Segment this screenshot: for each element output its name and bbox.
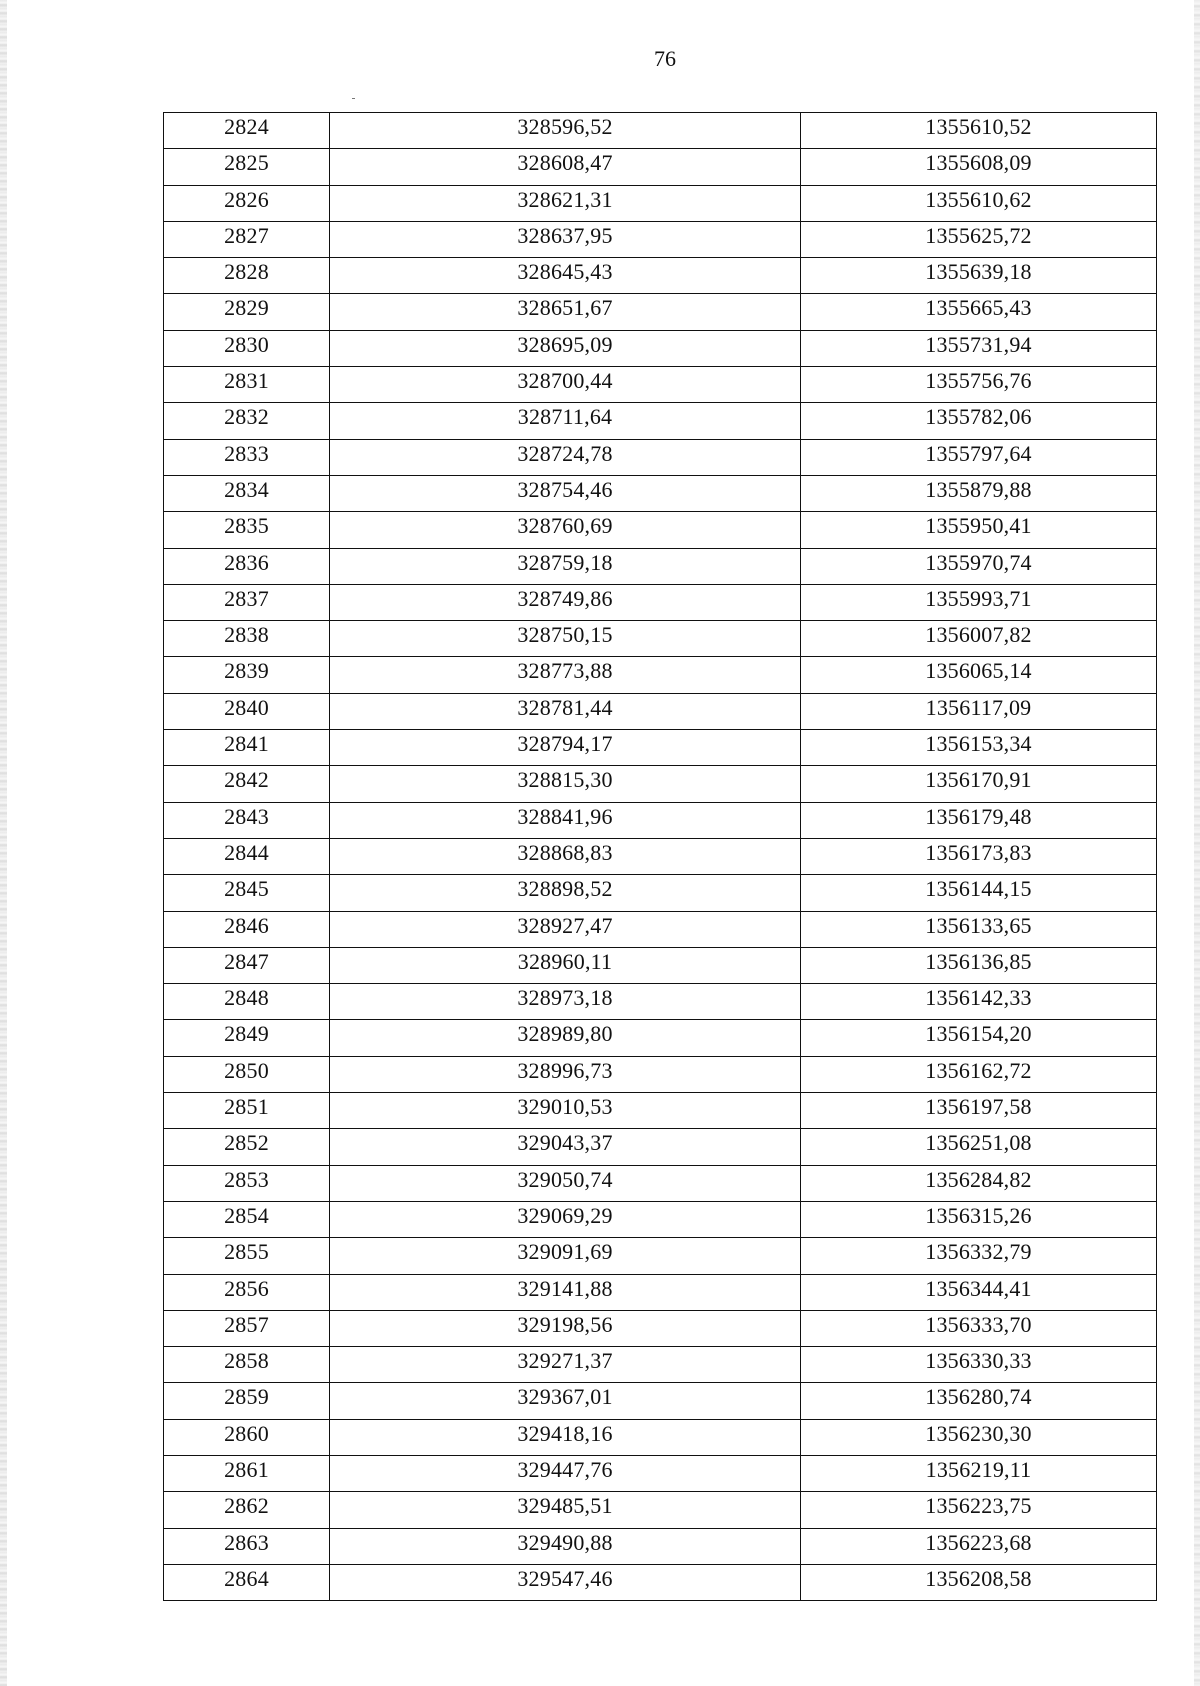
y-coordinate-cell: 1355610,62 [801,185,1157,221]
point-number-cell: 2853 [164,1165,330,1201]
y-coordinate-cell: 1355782,06 [801,403,1157,439]
x-coordinate-cell: 328760,69 [330,512,801,548]
table-row [164,1274,1157,1310]
table-row [164,802,1157,838]
table-row [164,657,1157,693]
point-number-cell: 2835 [164,512,330,548]
table-row [164,947,1157,983]
scan-mark [352,98,355,99]
x-coordinate-cell: 328651,67 [330,294,801,330]
x-coordinate-cell: 328711,64 [330,403,801,439]
scan-edge-left [0,0,7,1686]
x-coordinate-cell: 328637,95 [330,221,801,257]
y-coordinate-cell: 1356315,26 [801,1201,1157,1237]
point-number-cell: 2833 [164,439,330,475]
x-coordinate-cell: 328927,47 [330,911,801,947]
point-number-cell: 2857 [164,1310,330,1346]
table-row [164,258,1157,294]
point-number-cell: 2845 [164,875,330,911]
point-number-cell: 2829 [164,294,330,330]
point-number-cell: 2855 [164,1238,330,1274]
y-coordinate-cell: 1355665,43 [801,294,1157,330]
x-coordinate-cell: 328645,43 [330,258,801,294]
table-row [164,984,1157,1020]
y-coordinate-cell: 1355950,41 [801,512,1157,548]
y-coordinate-cell: 1356007,82 [801,621,1157,657]
y-coordinate-cell: 1356153,34 [801,730,1157,766]
table-row [164,294,1157,330]
point-number-cell: 2844 [164,838,330,874]
table-row [164,838,1157,874]
table-row [164,1528,1157,1564]
y-coordinate-cell: 1356219,11 [801,1455,1157,1491]
table-row [164,1165,1157,1201]
y-coordinate-cell: 1356230,30 [801,1419,1157,1455]
point-number-cell: 2861 [164,1455,330,1491]
point-number-cell: 2831 [164,367,330,403]
y-coordinate-cell: 1356208,58 [801,1564,1157,1600]
x-coordinate-cell: 328868,83 [330,838,801,874]
table-row [164,1201,1157,1237]
table-row [164,1020,1157,1056]
x-coordinate-cell: 328621,31 [330,185,801,221]
point-number-cell: 2827 [164,221,330,257]
y-coordinate-cell: 1356133,65 [801,911,1157,947]
table-row [164,730,1157,766]
y-coordinate-cell: 1355608,09 [801,149,1157,185]
point-number-cell: 2826 [164,185,330,221]
y-coordinate-cell: 1356330,33 [801,1347,1157,1383]
point-number-cell: 2824 [164,113,330,149]
point-number-cell: 2843 [164,802,330,838]
point-number-cell: 2856 [164,1274,330,1310]
point-number-cell: 2860 [164,1419,330,1455]
x-coordinate-cell: 328960,11 [330,947,801,983]
x-coordinate-cell: 328773,88 [330,657,801,693]
y-coordinate-cell: 1356223,68 [801,1528,1157,1564]
x-coordinate-cell: 329271,37 [330,1347,801,1383]
x-coordinate-cell: 328750,15 [330,621,801,657]
table-row [164,875,1157,911]
table-row [164,403,1157,439]
table-row [164,1564,1157,1600]
point-number-cell: 2825 [164,149,330,185]
x-coordinate-cell: 329198,56 [330,1310,801,1346]
x-coordinate-cell: 329043,37 [330,1129,801,1165]
x-coordinate-cell: 329490,88 [330,1528,801,1564]
point-number-cell: 2839 [164,657,330,693]
table-row [164,1238,1157,1274]
y-coordinate-cell: 1355731,94 [801,330,1157,366]
y-coordinate-cell: 1355610,52 [801,113,1157,149]
table-row [164,1419,1157,1455]
point-number-cell: 2828 [164,258,330,294]
coordinates-table [163,112,1157,1601]
point-number-cell: 2840 [164,693,330,729]
x-coordinate-cell: 328996,73 [330,1056,801,1092]
y-coordinate-cell: 1356142,33 [801,984,1157,1020]
x-coordinate-cell: 328841,96 [330,802,801,838]
table-row [164,766,1157,802]
point-number-cell: 2838 [164,621,330,657]
table-row [164,1383,1157,1419]
y-coordinate-cell: 1356197,58 [801,1093,1157,1129]
y-coordinate-cell: 1356344,41 [801,1274,1157,1310]
table-row [164,367,1157,403]
point-number-cell: 2863 [164,1528,330,1564]
point-number-cell: 2848 [164,984,330,1020]
y-coordinate-cell: 1356332,79 [801,1238,1157,1274]
table-row [164,621,1157,657]
x-coordinate-cell: 328724,78 [330,439,801,475]
y-coordinate-cell: 1356117,09 [801,693,1157,729]
x-coordinate-cell: 328695,09 [330,330,801,366]
table-row [164,185,1157,221]
table-row [164,439,1157,475]
page-number: 76 [654,46,676,71]
x-coordinate-cell: 329069,29 [330,1201,801,1237]
point-number-cell: 2842 [164,766,330,802]
table-row [164,911,1157,947]
x-coordinate-cell: 328989,80 [330,1020,801,1056]
coordinates-table-body [164,113,1157,1601]
y-coordinate-cell: 1356179,48 [801,802,1157,838]
x-coordinate-cell: 328781,44 [330,693,801,729]
point-number-cell: 2834 [164,475,330,511]
table-row [164,512,1157,548]
x-coordinate-cell: 329418,16 [330,1419,801,1455]
table-row [164,1347,1157,1383]
y-coordinate-cell: 1356173,83 [801,838,1157,874]
x-coordinate-cell: 328700,44 [330,367,801,403]
y-coordinate-cell: 1356251,08 [801,1129,1157,1165]
table-row [164,693,1157,729]
point-number-cell: 2837 [164,584,330,620]
y-coordinate-cell: 1356170,91 [801,766,1157,802]
point-number-cell: 2836 [164,548,330,584]
y-coordinate-cell: 1356162,72 [801,1056,1157,1092]
point-number-cell: 2862 [164,1492,330,1528]
y-coordinate-cell: 1356065,14 [801,657,1157,693]
x-coordinate-cell: 328749,86 [330,584,801,620]
table-row [164,1455,1157,1491]
point-number-cell: 2832 [164,403,330,439]
table-row [164,475,1157,511]
point-number-cell: 2849 [164,1020,330,1056]
x-coordinate-cell: 328754,46 [330,475,801,511]
x-coordinate-cell: 329547,46 [330,1564,801,1600]
x-coordinate-cell: 328815,30 [330,766,801,802]
x-coordinate-cell: 329010,53 [330,1093,801,1129]
point-number-cell: 2852 [164,1129,330,1165]
table-row [164,548,1157,584]
y-coordinate-cell: 1356333,70 [801,1310,1157,1346]
point-number-cell: 2859 [164,1383,330,1419]
point-number-cell: 2858 [164,1347,330,1383]
table-row [164,1310,1157,1346]
x-coordinate-cell: 328608,47 [330,149,801,185]
scan-edge-right [1194,0,1200,1686]
x-coordinate-cell: 328596,52 [330,113,801,149]
y-coordinate-cell: 1355639,18 [801,258,1157,294]
point-number-cell: 2847 [164,947,330,983]
point-number-cell: 2864 [164,1564,330,1600]
x-coordinate-cell: 329447,76 [330,1455,801,1491]
table-row [164,113,1157,149]
y-coordinate-cell: 1355879,88 [801,475,1157,511]
y-coordinate-cell: 1356154,20 [801,1020,1157,1056]
table-row [164,1056,1157,1092]
x-coordinate-cell: 329050,74 [330,1165,801,1201]
point-number-cell: 2854 [164,1201,330,1237]
table-row [164,221,1157,257]
point-number-cell: 2846 [164,911,330,947]
y-coordinate-cell: 1356223,75 [801,1492,1157,1528]
x-coordinate-cell: 328898,52 [330,875,801,911]
table-row [164,1129,1157,1165]
x-coordinate-cell: 329091,69 [330,1238,801,1274]
y-coordinate-cell: 1355993,71 [801,584,1157,620]
x-coordinate-cell: 328759,18 [330,548,801,584]
x-coordinate-cell: 328973,18 [330,984,801,1020]
y-coordinate-cell: 1355756,76 [801,367,1157,403]
y-coordinate-cell: 1356136,85 [801,947,1157,983]
point-number-cell: 2851 [164,1093,330,1129]
table-row [164,584,1157,620]
table-row [164,330,1157,366]
point-number-cell: 2841 [164,730,330,766]
y-coordinate-cell: 1355970,74 [801,548,1157,584]
y-coordinate-cell: 1356284,82 [801,1165,1157,1201]
x-coordinate-cell: 329485,51 [330,1492,801,1528]
y-coordinate-cell: 1355625,72 [801,221,1157,257]
x-coordinate-cell: 328794,17 [330,730,801,766]
x-coordinate-cell: 329367,01 [330,1383,801,1419]
table-row [164,1492,1157,1528]
point-number-cell: 2850 [164,1056,330,1092]
y-coordinate-cell: 1356280,74 [801,1383,1157,1419]
x-coordinate-cell: 329141,88 [330,1274,801,1310]
y-coordinate-cell: 1355797,64 [801,439,1157,475]
table-row [164,1093,1157,1129]
point-number-cell: 2830 [164,330,330,366]
table-row [164,149,1157,185]
y-coordinate-cell: 1356144,15 [801,875,1157,911]
